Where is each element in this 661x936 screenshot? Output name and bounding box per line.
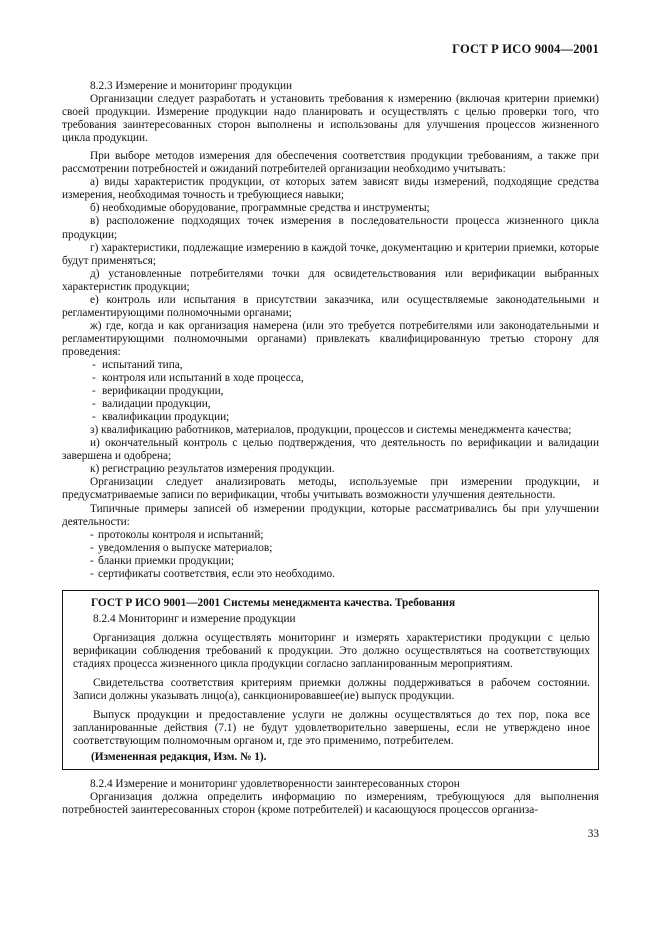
section-823-paragraph-3: Организации следует анализировать методы, используемые при измерении продукции, и предусматриваемые записи по верификации, чтобы учитывать возможности улучшения деятельности. bbox=[62, 476, 599, 502]
quote-box-subtitle: 8.2.4 Мониторинг и измерение продукции bbox=[93, 612, 296, 625]
iso-9001-quote-box bbox=[62, 590, 599, 771]
records-example-item: - сертификаты соответствия, если это необходимо. bbox=[62, 568, 599, 581]
section-824-paragraph-1: Организация должна определить информацию по измерениям, требующуюся для выполнения потребностей заинтересованных сторон (кроме потребителей) и касающуюся процессов организа- bbox=[62, 791, 599, 817]
records-examples-list bbox=[62, 529, 599, 581]
list-item-zh: ж) где, когда и как организация намерена (или это требуется потребителями или законодательными и регламентирующими полномочными органами) привлекать квалифицированную третью сторону для проведения: bbox=[62, 319, 599, 358]
quote-box-amendment-note: (Измененная редакция, Изм. № 1). bbox=[91, 751, 267, 764]
list-item-k: к) регистрацию результатов измерения продукции. bbox=[90, 463, 335, 476]
page-number: 33 bbox=[587, 828, 599, 840]
page-content bbox=[62, 80, 599, 817]
list-item-e: е) контроль или испытания в присутствии заказчика, или осуществляемые законодательными и регламентирующими полномочными органами; bbox=[62, 293, 599, 319]
section-823-title: 8.2.3 Измерение и мониторинг продукции bbox=[90, 80, 293, 92]
third-party-list bbox=[62, 359, 599, 424]
third-party-item: - верификации продукции, bbox=[62, 385, 599, 398]
list-item-i: и) окончательный контроль с целью подтверждения, что деятельность по верификации и валидации завершена и одобрена; bbox=[62, 437, 599, 463]
quote-box-paragraph-3: Выпуск продукции и предоставление услуги не должны осуществляться до тех пор, пока все запланированные действия (7.1) не будут удовлетворительно завершены, если не утверждено иное соответствующим полномочным органом и, где это применимо, потребителем. bbox=[73, 709, 590, 748]
list-item-a: а) виды характеристик продукции, от которых затем зависят виды измерений, подходящие средства измерения, необходимая точность и требующиеся навыки; bbox=[62, 176, 599, 202]
records-example-item: - протоколы контроля и испытаний; bbox=[62, 529, 599, 542]
quote-box-paragraph-2: Свидетельства соответствия критериям приемки должны поддерживаться в рабочем состоянии. Записи должны указывать лицо(а), санкционировавшее(ие) выпуск продукции. bbox=[73, 677, 590, 703]
records-example-item: - уведомления о выпуске материалов; bbox=[62, 542, 599, 555]
section-823-paragraph-2: При выборе методов измерения для обеспечения соответствия продукции требованиям, а также при рассмотрении потребностей и ожиданий потребителей организации необходимо учитывать: bbox=[62, 150, 599, 176]
list-item-b: б) необходимые оборудование, программные средства и инструменты; bbox=[90, 202, 430, 215]
third-party-item: - валидации продукции, bbox=[62, 398, 599, 411]
list-item-z: з) квалификацию работников, материалов, продукции, процессов и системы менеджмента качества; bbox=[90, 424, 572, 437]
third-party-item: - испытаний типа, bbox=[62, 359, 599, 372]
document-code-header: ГОСТ Р ИСО 9004—2001 bbox=[452, 42, 599, 56]
records-example-item: - бланки приемки продукции; bbox=[62, 555, 599, 568]
third-party-item: - контроля или испытаний в ходе процесса, bbox=[62, 372, 599, 385]
section-824-title: 8.2.4 Измерение и мониторинг удовлетворенности заинтересованных сторон bbox=[90, 778, 460, 791]
list-item-g: г) характеристики, подлежащие измерению в каждой точке, документацию и критерии приемки, которые будут применяться; bbox=[62, 241, 599, 267]
list-item-d: д) установленные потребителями точки для освидетельствования или верификации выбранных характеристик продукции; bbox=[62, 267, 599, 293]
quote-box-title: ГОСТ Р ИСО 9001—2001 Системы менеджмента качества. Требования bbox=[91, 596, 456, 609]
third-party-item: - квалификации продукции; bbox=[62, 411, 599, 424]
quote-box-paragraph-1: Организация должна осуществлять мониторинг и измерять характеристики продукции с целью верификации соблюдения требований к продукции. Это должно осуществляться на соответствующих стадиях процесса жизненного цикла продукции согласно запланированным мероприятиям. bbox=[73, 631, 590, 670]
section-823-paragraph-1: Организации следует разработать и установить требования к измерению (включая критерии приемки) своей продукции. Измерение продукции надо планировать и осуществлять с целью проверки того, что требования заинтересованных сторон выполнены и использованы для улучшения процессов жизненного цикла продукции. bbox=[62, 93, 599, 145]
list-item-v: в) расположение подходящих точек измерения в последовательности процесса жизненного цикла продукции; bbox=[62, 215, 599, 241]
section-823-paragraph-4: Типичные примеры записей об измерении продукции, которые рассматривались бы при улучшении деятельности: bbox=[62, 502, 599, 528]
